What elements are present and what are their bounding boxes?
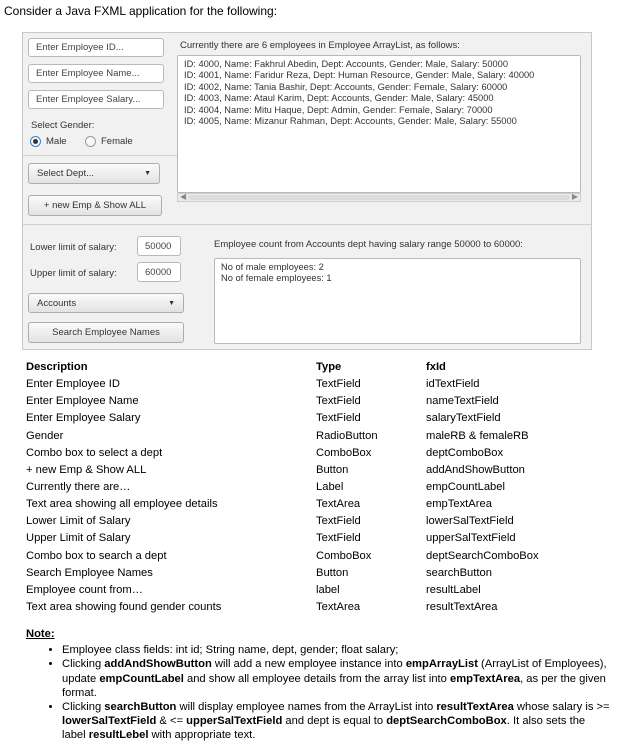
note-code: empTextArea: [450, 672, 521, 685]
table-cell: Enter Employee Name: [26, 395, 139, 408]
lower-sal-text-field[interactable]: 50000: [137, 236, 181, 256]
table-cell: TextField: [316, 378, 361, 391]
gender-label: Select Gender:: [31, 120, 95, 131]
note-text: . It also sets the label: [62, 715, 586, 742]
table-cell: searchButton: [426, 566, 492, 579]
table-row: [26, 515, 576, 532]
note-text: Employee class fields: int id; String name, dept, gender; float salary;: [62, 644, 399, 657]
table-cell: Combo box to search a dept: [26, 549, 167, 562]
table-cell: Button: [316, 463, 349, 476]
id-text-field[interactable]: Enter Employee ID...: [28, 38, 164, 57]
table-cell: Button: [316, 566, 349, 579]
table-cell: Gender: [26, 429, 64, 442]
table-header: fxId: [426, 361, 446, 373]
table-cell: ComboBox: [316, 549, 372, 562]
table-cell: TextField: [316, 515, 361, 528]
note-code: empCountLabel: [99, 672, 184, 685]
search-button[interactable]: Search Employee Names: [28, 322, 184, 343]
table-row: [26, 464, 576, 481]
table-cell: label: [316, 583, 340, 596]
table-cell: Enter Employee ID: [26, 378, 120, 391]
note-code: addAndShowButton: [104, 658, 212, 671]
note-text: with appropriate text.: [148, 729, 256, 742]
note-list: [26, 643, 611, 742]
note-code: deptSearchComboBox: [386, 715, 507, 728]
result-line: No of male employees: 2: [221, 262, 324, 272]
table-cell: maleRB & femaleRB: [426, 429, 529, 442]
table-row: [26, 378, 576, 395]
emp-line: ID: 4004, Name: Mitu Haque, Dept: Admin, Gender: Female, Salary: 70000: [184, 104, 493, 115]
table-cell: addAndShowButton: [426, 463, 525, 476]
fxml-mockup: [22, 32, 592, 350]
table-cell: Combo box to select a dept: [26, 446, 163, 459]
note-text: will add a new employee instance into: [211, 658, 406, 671]
upper-salary-label: Upper limit of salary:: [30, 268, 117, 279]
table-row: [26, 395, 576, 412]
emp-line: ID: 4000, Name: Fakhrul Abedin, Dept: Accounts, Gender: Male, Salary: 50000: [184, 59, 509, 69]
table-cell: resultLabel: [426, 583, 481, 596]
table-cell: TextField: [316, 412, 361, 425]
note-text: will display employee names from the ArrayList into: [176, 701, 437, 714]
table-cell: deptComboBox: [426, 446, 504, 459]
table-row: [26, 481, 576, 498]
notes-section: [26, 627, 611, 743]
table-cell: Lower Limit of Salary: [26, 515, 131, 528]
separator: [23, 155, 177, 156]
table-cell: Currently there are…: [26, 480, 131, 493]
table-cell: Text area showing all employee details: [26, 498, 218, 511]
scroll-left-icon[interactable]: ◀: [180, 192, 187, 201]
table-cell: Employee count from…: [26, 583, 143, 596]
control-table: [26, 361, 576, 618]
note-text: and show all employee details from the array list into: [183, 672, 450, 685]
table-cell: TextArea: [316, 600, 361, 613]
table-cell: idTextField: [426, 378, 480, 391]
dept-search-combo-box[interactable]: [28, 293, 184, 313]
table-cell: RadioButton: [316, 429, 378, 442]
chevron-down-icon: ▼: [144, 170, 151, 177]
table-cell: TextArea: [316, 498, 361, 511]
table-cell: Search Employee Names: [26, 566, 153, 579]
note-code: resultLebel: [88, 729, 149, 742]
note-title: Note:: [26, 628, 55, 640]
table-row: [26, 567, 576, 584]
note-item: [62, 657, 611, 700]
table-row: [26, 550, 576, 567]
radio-checked-icon: [30, 136, 41, 147]
table-cell: Label: [316, 480, 344, 493]
table-cell: resultTextArea: [426, 600, 498, 613]
dept-combo-value: Select Dept...: [37, 168, 95, 179]
table-row: [26, 412, 576, 429]
table-cell: Upper Limit of Salary: [26, 532, 131, 545]
result-text-area[interactable]: [214, 258, 581, 344]
horizontal-scrollbar[interactable]: [177, 193, 581, 202]
table-cell: ComboBox: [316, 446, 372, 459]
note-text: whose salary is >=: [513, 701, 610, 714]
note-code: searchButton: [104, 701, 177, 714]
note-code: resultTextArea: [436, 701, 514, 714]
upper-sal-text-field[interactable]: 60000: [137, 262, 181, 282]
name-text-field[interactable]: Enter Employee Name...: [28, 64, 164, 83]
emp-count-label: Currently there are 6 employees in Employee ArrayList, as follows:: [180, 40, 460, 51]
scroll-thumb[interactable]: [188, 195, 570, 200]
scroll-right-icon[interactable]: ▶: [571, 192, 578, 201]
table-header: Type: [316, 361, 342, 373]
emp-line: ID: 4003, Name: Ataul Karim, Dept: Accounts, Gender: Male, Salary: 45000: [184, 93, 494, 104]
note-text: Clicking: [62, 658, 105, 671]
table-cell: Text area showing found gender counts: [26, 600, 222, 613]
note-text: Clicking: [62, 701, 105, 714]
add-and-show-button[interactable]: + new Emp & Show ALL: [28, 195, 162, 216]
table-cell: nameTextField: [426, 395, 499, 408]
table-row: [26, 584, 576, 601]
table-cell: deptSearchComboBox: [426, 549, 539, 562]
emp-text-area[interactable]: [177, 55, 581, 193]
intro-text: Consider a Java FXML application for the following:: [4, 4, 278, 18]
table-cell: salaryTextField: [426, 412, 501, 425]
note-code: upperSalTextField: [186, 715, 283, 728]
table-row: [26, 430, 576, 447]
dept-combo-box[interactable]: [28, 163, 160, 184]
female-label: Female: [101, 136, 133, 147]
note-text: (ArrayList of Employees), update: [62, 658, 607, 685]
note-code: empArrayList: [405, 658, 478, 671]
table-row: [26, 447, 576, 464]
dept-search-combo-value: Accounts: [37, 297, 77, 309]
note-text: & <=: [156, 715, 187, 728]
female-radio[interactable]: [85, 136, 133, 147]
emp-line: ID: 4005, Name: Mizanur Rahman, Dept: Accounts, Gender: Male, Salary: 55000: [184, 116, 517, 127]
table-row: [26, 532, 576, 549]
note-text: , as per the given format.: [62, 672, 606, 699]
male-radio[interactable]: [30, 136, 67, 147]
table-cell: lowerSalTextField: [426, 515, 514, 528]
table-cell: + new Emp & Show ALL: [26, 463, 147, 476]
lower-salary-label: Lower limit of salary:: [30, 242, 117, 253]
separator: [23, 224, 591, 225]
salary-text-field[interactable]: Enter Employee Salary...: [28, 90, 164, 109]
table-cell: Enter Employee Salary: [26, 412, 141, 425]
emp-line: ID: 4002, Name: Tania Bashir, Dept: Accounts, Gender: Female, Salary: 60000: [184, 81, 508, 92]
radio-unchecked-icon: [85, 136, 96, 147]
chevron-down-icon: ▼: [168, 299, 175, 307]
emp-line: ID: 4001, Name: Faridur Reza, Dept: Human Resource, Gender: Male, Salary: 40000: [184, 70, 535, 81]
note-text: and dept is equal to: [282, 715, 387, 728]
table-cell: empTextArea: [426, 498, 492, 511]
table-cell: TextField: [316, 395, 361, 408]
table-cell: TextField: [316, 532, 361, 545]
table-header: Description: [26, 361, 88, 373]
table-cell: empCountLabel: [426, 480, 505, 493]
note-code: lowerSalTextField: [62, 715, 157, 728]
table-row: [26, 601, 576, 618]
table-cell: upperSalTextField: [426, 532, 516, 545]
note-item: [62, 700, 611, 743]
table-row: [26, 498, 576, 515]
result-label: Employee count from Accounts dept having salary range 50000 to 60000:: [214, 239, 523, 250]
male-label: Male: [46, 136, 67, 147]
result-line: No of female employees: 1: [221, 273, 332, 284]
table-header-row: [26, 361, 576, 378]
note-item: [62, 643, 611, 657]
